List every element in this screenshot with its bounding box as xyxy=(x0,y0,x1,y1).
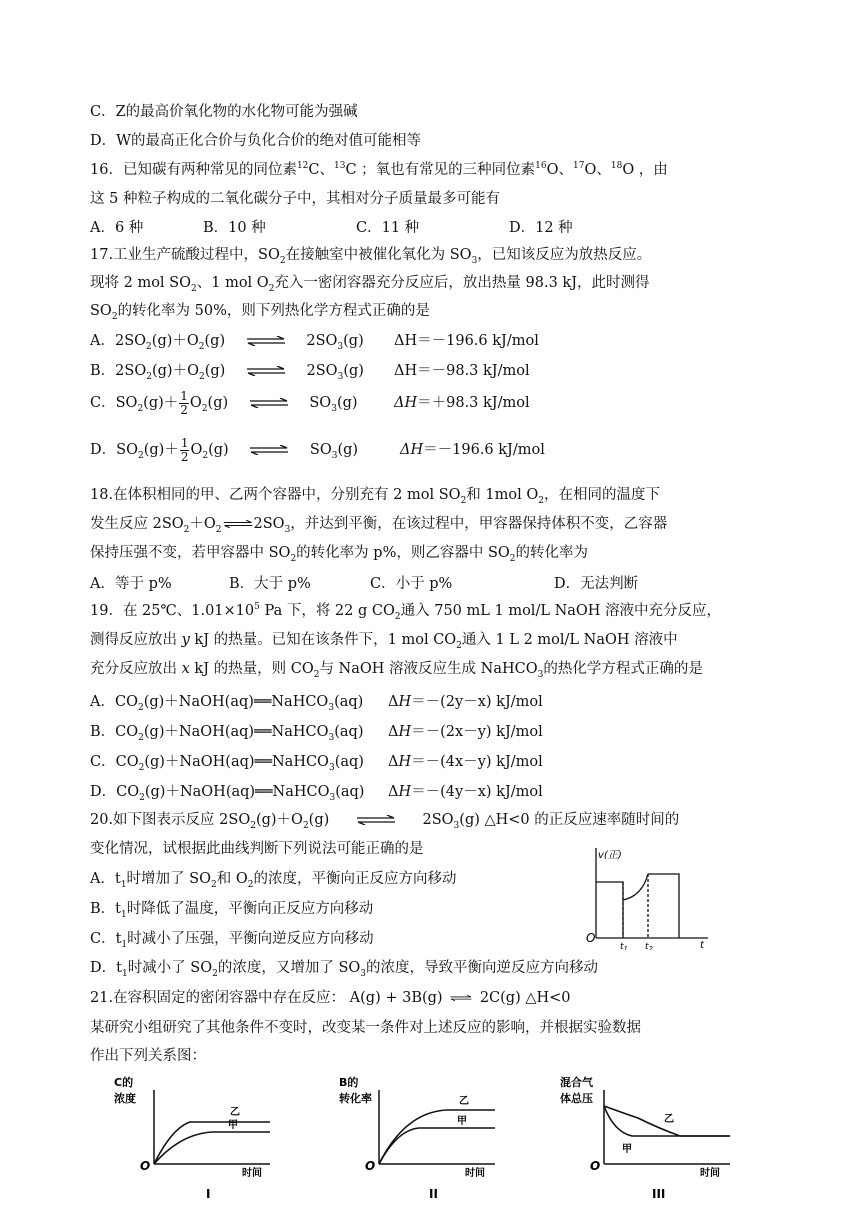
rate-curve-segment-2 xyxy=(623,874,648,900)
q20-line-1: 20.如下图表示反应 $2SO_2(g)+O_2(g)$ $2SO_3(g)$ △H<0 的正反应速率随时间的 xyxy=(90,812,680,831)
graph-i-roman: I xyxy=(206,1187,211,1201)
option-c-line: C．Z的最高价氧化物的水化物可能为强碱 xyxy=(90,104,358,120)
q18-line-1: 18.在体积相同的甲、乙两个容器中，分别充有 2 mol $SO_2$和 1mol $O_2$，在相同的温度下 xyxy=(90,487,660,506)
equilibrium-arrow-icon xyxy=(249,445,289,455)
q19-option-b: B．$CO_2(g)+NaOH(aq)══NaHCO_3(aq)$ ΔH＝－(2x－y) kJ/mol xyxy=(90,724,543,743)
q17-option-b: B．$2SO_2(g)+O_2(g)$ $2SO_3(g)$ ΔH＝－98.3 kJ/mol xyxy=(90,363,530,382)
option-d-line: D．W的最高正化合价与负化合价的绝对值可能相等 xyxy=(90,133,422,149)
q18-option-d: D．无法判断 xyxy=(554,576,639,592)
rate-curve-segment-1 xyxy=(596,882,623,938)
rate-curve-segment-3 xyxy=(648,874,679,938)
graph-i-curve-yi xyxy=(154,1122,270,1164)
graph-i-label-yi: 乙 xyxy=(230,1107,240,1118)
graph-i-y-label-2: 浓度 xyxy=(114,1092,136,1105)
t1-label: $t_1$ xyxy=(620,942,628,950)
graph-iii-y-label-1: 混合气 xyxy=(560,1076,593,1089)
graph-i-label-jia: 甲 xyxy=(228,1120,238,1131)
q16-option-b: B．10 种 xyxy=(203,220,266,236)
q21-line-2: 某研究小组研究了其他条件不变时，改变某一条件对上述反应的影响，并根据实验数据 xyxy=(90,1020,641,1036)
graph-ii-curve-yi xyxy=(379,1110,495,1164)
equilibrium-arrow-icon xyxy=(246,336,286,346)
q20-option-c: C．$t_1$时减小了压强，平衡向逆反应方向移动 xyxy=(90,931,374,950)
equilibrium-arrow-icon xyxy=(356,815,396,825)
graph-iii-label-yi: 乙 xyxy=(664,1114,674,1125)
q18-line-3: 保持压强不变，若甲容器中 $SO_2$的转化率为 p%，则乙容器中 $SO_2$的转化率为 xyxy=(90,545,589,564)
graph-ii-roman: II xyxy=(429,1187,438,1201)
graph-iii-x-label: 时间 xyxy=(700,1168,720,1179)
graph-ii-b-conversion xyxy=(335,1072,505,1202)
graph-iii-y-label-2: 体总压 xyxy=(560,1092,593,1105)
q18-option-a: A．等于 p% xyxy=(90,576,172,592)
q20-option-a: A．$t_1$时增加了 $SO_2$和 $O_2$的浓度，平衡向正反应方向移动 xyxy=(90,871,457,890)
graph-iii-roman: III xyxy=(652,1187,666,1201)
q21-line-3: 作出下列关系图： xyxy=(90,1048,206,1064)
q16-option-c: C．11 种 xyxy=(356,220,420,236)
q20-option-d: D．$t_1$时减小了 $SO_2$的浓度，又增加了 $SO_3$的浓度，导致平衡向逆反应方向移动 xyxy=(90,960,599,979)
graph-ii-label-jia: 甲 xyxy=(457,1116,467,1127)
equilibrium-arrow-icon xyxy=(223,519,253,529)
rate-graph-origin: O xyxy=(586,931,596,945)
rate-time-graph xyxy=(582,838,712,950)
q19-option-d: D．$CO_2(g)+NaOH(aq)══NaHCO_3(aq)$ ΔH＝－(4y－x) kJ/mol xyxy=(90,784,543,803)
graph-ii-y-label-2: 转化率 xyxy=(339,1092,372,1105)
q19-line-1: 19．在 25℃、$1.01\times 10^5$ Pa 下，将 22 g $CO_2$通入 750 mL 1 mol/L NaOH 溶液中充分反应， xyxy=(90,602,722,622)
graph-ii-label-yi: 乙 xyxy=(459,1096,469,1107)
graph-ii-origin: O xyxy=(365,1159,376,1173)
q17-option-a: A．$2SO_2(g)+O_2(g)$ $2SO_3(g)$ ΔH＝－196.6 kJ/mol xyxy=(90,333,539,352)
t2-label: $t_2$ xyxy=(645,942,653,950)
q17-line-2: 现将 2 mol $SO_2$、1 mol $O_2$充入一密闭容器充分反应后，放出热量 98.3 kJ，此时测得 xyxy=(90,275,650,294)
q17-option-d: D．$SO_2(g)+$ $\frac{1}{2}$ $O_2(g)$ $SO_3(g)$ ΔH＝－196.6 kJ/mol xyxy=(90,435,545,464)
q18-option-c: C．小于 p% xyxy=(370,576,453,592)
q17-line-1: 17.工业生产硫酸过程中，$SO_2$在接触室中被催化氧化为 $SO_3$，已知该反应为放热反应。 xyxy=(90,247,652,266)
graph-iii-origin: O xyxy=(590,1159,601,1173)
q19-line-2: 测得反应放出 y kJ 的热量。已知在该条件下，1 mol $CO_2$通入 1 L 2 mol/L NaOH 溶液中 xyxy=(90,632,678,651)
q17-option-c: C．$SO_2(g)+$ $\frac{1}{2}$ $O_2(g)$ $SO_3(g)$ ΔH＝＋98.3 kJ/mol xyxy=(90,388,530,417)
q16-option-a: A．6 种 xyxy=(90,220,144,236)
q20-option-b: B．$t_1$时降低了温度，平衡向正反应方向移动 xyxy=(90,901,374,920)
q19-option-a: A．$CO_2(g)+NaOH(aq)══NaHCO_3(aq)$ ΔH＝－(2y－x) kJ/mol xyxy=(90,694,543,713)
graph-iii-label-jia: 甲 xyxy=(622,1144,632,1155)
graph-i-origin: O xyxy=(140,1159,151,1173)
q16-option-d: D．12 种 xyxy=(509,220,573,236)
graph-i-x-label: 时间 xyxy=(242,1168,262,1179)
rate-graph-y-label: v(正) xyxy=(598,850,622,861)
q21-line-1: 21.在容积固定的密闭容器中存在反应： A(g) + 3B(g) 2C(g) △H<0 xyxy=(90,990,571,1006)
q19-line-3: 充分反应放出 x kJ 的热量，则 $CO_2$与 NaOH 溶液反应生成 NaHCO$_3$的热化学方程式正确的是 xyxy=(90,661,703,680)
equilibrium-arrow-icon xyxy=(450,993,472,1003)
graph-ii-y-label-1: B的 xyxy=(339,1076,359,1089)
equilibrium-arrow-icon xyxy=(249,398,289,408)
q17-line-3: $SO_2$的转化率为 50%，则下列热化学方程式正确的是 xyxy=(90,303,430,322)
q18-option-b: B．大于 p% xyxy=(229,576,311,592)
graph-iii-total-pressure xyxy=(560,1072,740,1202)
graph-i-y-label-1: C的 xyxy=(114,1076,134,1089)
rate-graph-x-label: t xyxy=(700,940,704,950)
q16-line-2: 这 5 种粒子构成的二氧化碳分子中，其相对分子质量最多可能有 xyxy=(90,191,500,207)
q16-line-1: 16．已知碳有两种常见的同位素$^{12}$C、$^{13}$C ；氧也有常见的三种同位素$^{16}$O、$^{17}$O、$^{18}$O ，由 xyxy=(90,161,668,178)
graph-i-c-concentration xyxy=(110,1072,280,1202)
q20-line-2: 变化情况，试根据此曲线判断下列说法可能正确的是 xyxy=(90,841,424,857)
graph-ii-curve-jia xyxy=(379,1128,495,1164)
q18-line-2: 发生反应 $2SO_2+O_2$ $2SO_3$，并达到平衡，在该过程中，甲容器保持体积不变，乙容器 xyxy=(90,516,668,535)
equilibrium-arrow-icon xyxy=(246,366,286,376)
q19-option-c: C．$CO_2(g)+NaOH(aq)══NaHCO_3(aq)$ ΔH＝－(4x－y) kJ/mol xyxy=(90,754,543,773)
graph-ii-x-label: 时间 xyxy=(465,1168,485,1179)
